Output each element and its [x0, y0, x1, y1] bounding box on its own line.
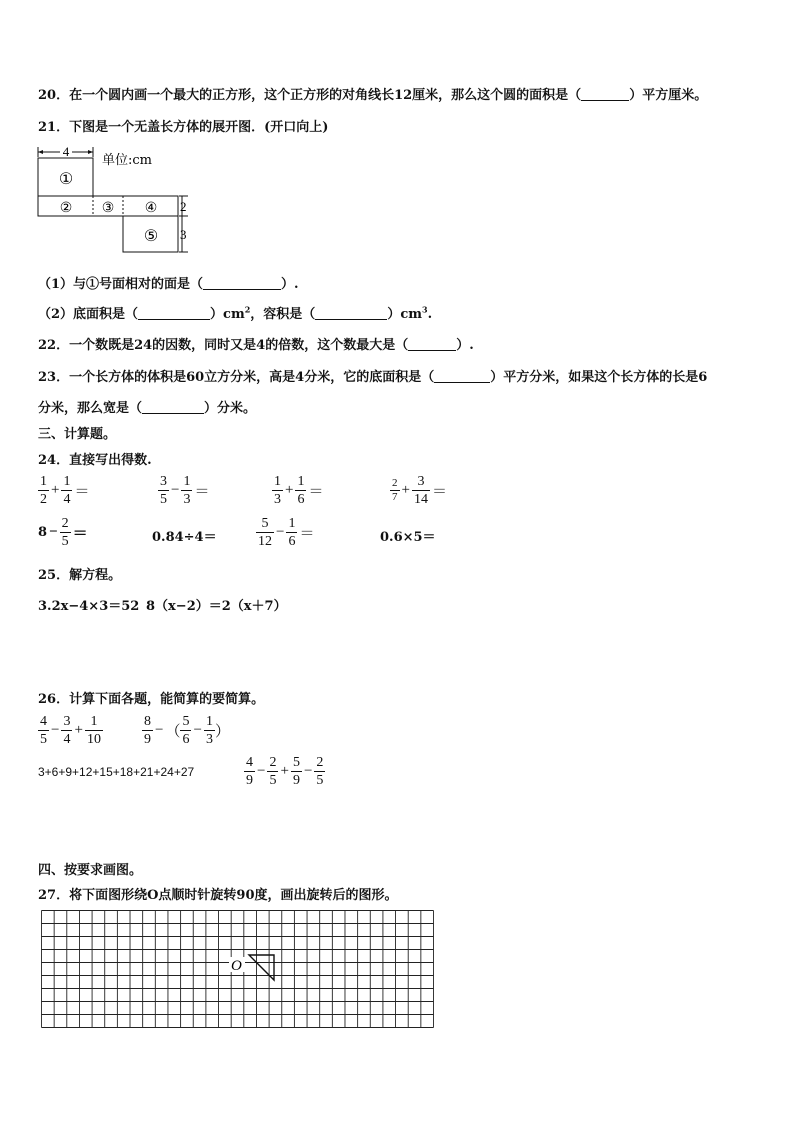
fraction: [314, 754, 325, 789]
operator: +: [285, 482, 294, 498]
face-1-label: ①: [58, 169, 74, 188]
section-3-heading: 三、计算题。: [38, 427, 117, 442]
q27-title: 27．将下面图形绕O点顺时针旋转90度，画出旋转后的图形。: [38, 888, 398, 903]
q21-title: 21．下图是一个无盖长方体的展开图．(开口向上): [38, 120, 329, 135]
equals-sign: ＝: [74, 484, 90, 500]
denominator: 3: [274, 492, 281, 507]
denominator: 3: [183, 492, 191, 507]
fraction: [267, 754, 278, 789]
numerator: 2: [316, 755, 324, 770]
q23-line1-after: ）平方分米，如果这个长方体的长是6: [490, 370, 708, 385]
fraction: [204, 713, 215, 748]
whole-number: 8: [38, 525, 48, 540]
denominator: 7: [392, 491, 398, 503]
numerator: 3: [160, 474, 167, 489]
q21-sub2-e: .: [427, 307, 433, 322]
fraction: [38, 713, 49, 748]
fraction: [180, 713, 191, 748]
right-paren: ）: [214, 724, 230, 740]
fraction: [390, 477, 400, 504]
operator: −: [155, 722, 164, 738]
denominator: 9: [292, 773, 300, 788]
q23-width-blank[interactable]: [142, 401, 204, 414]
q24-expr-8: 0.6×5＝: [380, 530, 436, 545]
q23-line1-before: 23．一个长方体的体积是60立方分米，高是4分米，它的底面积是（: [38, 370, 435, 385]
dim-2-label: 2: [180, 199, 187, 214]
fraction: [244, 754, 255, 789]
dim-3-label: 3: [180, 227, 187, 242]
q21-sub1-after: ）.: [281, 277, 299, 292]
denominator: 6: [182, 732, 190, 747]
q25-equation-1: 3.2x−4×3＝52: [38, 599, 140, 614]
denominator: 4: [63, 732, 71, 747]
denominator: 5: [61, 534, 69, 549]
fraction: [60, 515, 71, 550]
numerator: 3: [412, 473, 430, 491]
denominator: 2: [40, 492, 47, 507]
q22-answer-blank[interactable]: [408, 338, 456, 351]
left-paren: （: [165, 724, 181, 740]
numerator: 1: [183, 474, 191, 489]
q23-line2: [38, 397, 256, 416]
q21-sub1-before: （1）与①号面相对的面是（: [38, 277, 204, 292]
face-3-label: ③: [101, 200, 115, 216]
numerator: 1: [205, 714, 213, 729]
point-o-label: O: [231, 958, 242, 974]
q20-line: [38, 84, 707, 103]
q27-grid[interactable]: [41, 910, 434, 1028]
numerator: 2: [269, 755, 277, 770]
denominator: 3: [205, 732, 213, 747]
fraction: [181, 473, 192, 508]
denominator: 6: [288, 534, 296, 549]
operator: −: [171, 482, 180, 498]
fraction: [256, 515, 274, 550]
q21-base-area-blank[interactable]: [138, 307, 210, 320]
equals-sign: ＝: [299, 526, 315, 542]
operator: −: [51, 722, 60, 738]
section-4-heading: 四、按要求画图。: [38, 863, 143, 878]
numerator: 1: [40, 474, 47, 489]
denominator: 9: [246, 773, 253, 788]
numerator: 5: [182, 714, 190, 729]
q21-sub1-blank[interactable]: [203, 277, 281, 290]
denominator: 12: [258, 534, 272, 549]
numerator: 5: [292, 755, 300, 770]
fraction: [61, 473, 72, 508]
numerator: 3: [63, 714, 71, 729]
numerator: 1: [85, 713, 103, 731]
fraction: [38, 473, 49, 508]
operator: −: [303, 763, 313, 779]
q26-title: 26．计算下面各题，能简算的要简算。: [38, 692, 265, 707]
operator: +: [51, 482, 60, 498]
q23-line1: [38, 366, 707, 385]
face-4-label: ④: [144, 200, 158, 216]
equals-sign: ＝: [194, 484, 210, 500]
numerator: 1: [63, 474, 71, 489]
fraction: [272, 473, 283, 508]
equals-sign: ＝: [431, 484, 447, 500]
q21-sub1: [38, 273, 299, 292]
denominator: 10: [86, 732, 101, 747]
fraction: [291, 754, 302, 789]
q21-sub2-b: ）cm: [210, 307, 245, 322]
denominator: 9: [144, 732, 151, 747]
denominator: 5: [269, 773, 277, 788]
dim-width-label: 4: [62, 144, 70, 159]
unit-label: 单位:cm: [102, 153, 152, 168]
operator: −: [276, 524, 285, 540]
operator: +: [280, 763, 289, 779]
q21-sub2-sup2: 3: [421, 304, 428, 315]
operator: +: [401, 482, 410, 498]
numerator: 1: [274, 474, 281, 489]
q25-title: 25．解方程。: [38, 568, 122, 583]
operator: −: [49, 524, 58, 540]
denominator: 5: [160, 492, 167, 507]
numerator: 5: [256, 515, 274, 533]
fraction: [286, 515, 297, 550]
q24-expr-4: [390, 473, 449, 508]
q25-equation-2: 8（x−2）＝2（x＋7）: [146, 599, 287, 614]
q21-sub2-sup1: 2: [244, 304, 251, 315]
q24-title: 24．直接写出得数.: [38, 453, 152, 468]
q24-expr-1: [38, 473, 91, 508]
numerator: 2: [61, 516, 69, 531]
q24-expr-5: [38, 515, 90, 550]
operator: +: [74, 722, 83, 738]
fraction: [412, 473, 430, 508]
denominator: 4: [63, 492, 71, 507]
numerator: 1: [297, 474, 305, 489]
fraction: [142, 713, 153, 748]
q21-sub2-a: （2）底面积是（: [38, 307, 139, 322]
q26-expr-4: [244, 754, 325, 789]
denominator: 6: [297, 492, 305, 507]
face-2-label: ②: [59, 200, 73, 216]
q22-text-after: ）.: [456, 338, 474, 353]
fraction: [85, 713, 103, 748]
fraction: [295, 473, 306, 508]
q20-answer-blank[interactable]: [581, 88, 629, 101]
face-5-label: ⑤: [143, 226, 159, 245]
q22-text-before: 22．一个数既是24的因数，同时又是4的倍数，这个数最大是（: [38, 338, 409, 353]
numerator: 8: [144, 714, 151, 729]
equals-sign: ＝: [308, 484, 324, 500]
q24-expr-3: [272, 473, 325, 508]
q24-expr-7: [256, 515, 316, 550]
numerator: 1: [288, 516, 296, 531]
q26-expr-2: [142, 713, 230, 748]
q24-expr-2: [158, 473, 211, 508]
operator: −: [193, 722, 202, 738]
q21-sub2-d: ）cm: [387, 307, 422, 322]
fraction: [61, 713, 72, 748]
q20-text-before: 20．在一个圆内画一个最大的正方形，这个正方形的对角线长12厘米，那么这个圆的面积是（: [38, 88, 582, 103]
q23-line2-after: ）分米。: [204, 401, 257, 416]
triangle-figure: [249, 955, 274, 980]
q23-line2-before: 分米，那么宽是（: [38, 401, 143, 416]
equals-sign: ＝: [72, 526, 88, 542]
fraction: [158, 473, 169, 508]
q20-text-after: ）平方厘米。: [629, 88, 708, 103]
q21-sub2-c: ，容积是（: [250, 307, 316, 322]
numerator: 4: [40, 714, 47, 729]
q23-base-area-blank[interactable]: [434, 370, 490, 383]
numerator: 2: [392, 477, 398, 489]
q21-volume-blank[interactable]: [315, 307, 387, 320]
numerator: 4: [246, 755, 253, 770]
q26-expr-1: [38, 713, 103, 748]
operator: −: [257, 763, 266, 779]
denominator: 14: [413, 492, 428, 507]
q21-sub2: [38, 303, 432, 322]
q26-expr-3: 3+6+9+12+15+18+21+24+27: [38, 765, 195, 779]
q24-expr-6: 0.84÷4＝: [152, 530, 217, 545]
denominator: 5: [316, 773, 324, 788]
q22-line: [38, 334, 474, 353]
q21-net-diagram: [30, 140, 210, 258]
denominator: 5: [40, 732, 47, 747]
